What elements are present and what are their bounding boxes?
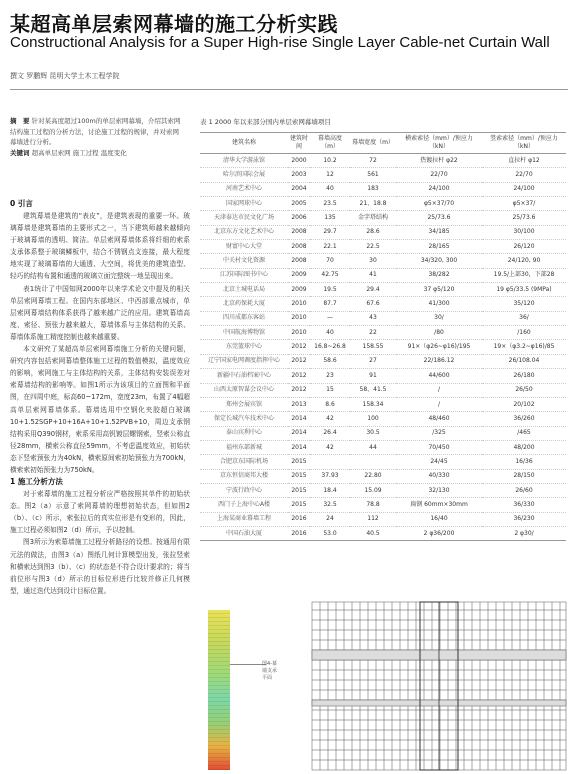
table-cell: 32/130 [396,483,482,497]
table-cell: 23.5 [310,197,350,211]
column-header: 幕墙宽度（m） [350,133,396,154]
paragraph: 建筑幕墙是建筑的“表皮”，是建筑表现的重要一环。玻璃幕墙是建筑幕墙的主要形式之一，当下建筑师越来越倾向于玻璃幕墙的透明、简洁。单层索网幕墙体系将纤细的索系支承体系整于玻璃鳞板中，结合不锈钢点支连接，最大程度地实现了玻璃幕墙的大通透、大空间，将优美的建筑造型、轻巧的结构布置和通透的玻璃立面完整统一地呈现出来。 [10,212,190,281]
paragraph: 图3所示为索幕墙施工过程分析路径的设想。按通用有限元法的做法，由图3（a）图纸几何计算模型出发，张拉竖索和横索达到图3（b）、（c）的状态是不符合设计要求的；将当前位形与图3（d）所示的目标位形进行比较并修正几何模型，通过迭代达到设计目标位置。 [10,538,190,595]
table-row [200,340,566,354]
table-cell: 158.34 [350,397,396,411]
table-cell: 28.6 [350,225,396,239]
table-cell: 25/73.6 [512,214,536,222]
table-row [200,498,566,512]
table-cell: /80 [434,328,444,336]
table-row [200,369,566,383]
table-cell: 72 [369,156,377,164]
project-name-cell: 宁波行政中心 [200,483,288,497]
table-cell: 37 φ5/120 [396,283,482,297]
project-name-cell: 郑州会展宾馆 [200,397,288,411]
paragraph: 表1统计了中国知网2000年以来学术论文中提及的相关单层索网幕墙工程。在国内东部地区、中西部重点城市，单层索网幕墙结构体系获得了越来越广泛的应用。建筑幕墙高度、索径、预张力越来越大，幕墙体系与主体结构的关系、幕墙体系施工精度控制也越来越重要。 [10,284,190,341]
table-cell: 10.2 [323,156,337,164]
table-cell: 2008 [288,254,310,268]
table-cell: 2014 [288,426,310,440]
table-cell: / [396,397,482,411]
keywords-label: 关键词 [10,148,30,157]
table-cell: 29.4 [350,283,396,297]
table-cell: 70/450 [428,443,450,451]
column-header: 幕墙高度（m） [310,133,350,154]
abstract-label: 摘 要 [10,117,30,125]
table-cell: 37.93 [321,472,339,480]
table-cell: 2009 [291,271,307,279]
table-header-row [200,133,566,154]
table-cell: 48/460 [428,414,450,422]
table-cell: 21、18.8 [350,197,396,211]
table-cell: 22.5 [366,242,380,250]
table-cell: 26/50 [515,386,533,394]
author-line: 撰文 罗鹏辉 昆明大学土木工程学院 [10,72,120,80]
table-cell: 24 [310,512,350,526]
table-row [200,168,566,182]
table-cell: 135 [324,214,336,222]
project-name-cell: 山西太原智谋会议中心 [213,386,274,394]
table-cell: 36/260 [513,414,535,422]
table-cell: 42.75 [321,271,339,279]
stress-contour-bar [208,610,230,770]
project-name-cell: 合肥京东国际机场 [200,455,288,469]
table-cell: 36/330 [513,500,535,508]
table-row [200,455,566,469]
table-cell: 22.1 [323,242,337,250]
project-name-cell: 上海某商业幕墙工程 [200,512,288,526]
table-cell: 8.6 [310,397,350,411]
table-cell: 40 [326,185,334,193]
table-cell: 36/ [482,311,566,325]
table-cell: 91×（φ26~φ16)/195 [396,340,482,354]
column-header: 建筑名称 [200,133,288,154]
table-cell: 2013 [288,397,310,411]
table-cell: 28/150 [513,472,535,480]
table-cell: 热镀拉杆 φ22 [420,156,458,164]
table-row [200,311,566,325]
table-cell: 19 φ5/33.5 (9MPa) [482,283,566,297]
table-cell: 41 [369,271,377,279]
table-cell: 70 [310,254,350,268]
table-cell: 22/70 [396,168,482,182]
table-cell: φ5×37/70 [396,197,482,211]
table-cell: 2012 [288,369,310,383]
table-row [200,240,566,254]
table-cell: 30 [350,254,396,268]
table-row [200,283,566,297]
table-row [200,483,566,497]
table-row [200,469,566,483]
table-row [200,225,566,239]
header-divider [10,89,568,90]
table-cell: 2012 [288,340,310,354]
keywords-text: 超高单层索网 施工过程 温度变化 [31,148,127,157]
table-cell: 2015 [288,483,310,497]
table-cell: /160 [517,328,531,336]
table-cell: 30.5 [350,426,396,440]
table-cell: 22/70 [482,168,566,182]
table-row [200,526,566,540]
project-name-cell: 京东恒信商邦大楼 [219,472,268,480]
column-header: 竖索索径（mm）/预应力（kN） [482,133,566,154]
table-cell: φ5×37/ [482,197,566,211]
table-cell: 15.09 [350,483,396,497]
table-cell: 36/230 [482,512,566,526]
table-cell: 34/185 [396,225,482,239]
section-heading-method: 1 施工分析方法 [10,477,63,487]
project-name-cell: 河南艺术中心 [225,185,262,193]
leader-line [230,664,266,665]
table-row [200,182,566,196]
table-cell: 2 φ30/ [514,529,534,537]
table-cell: 32.5 [323,500,337,508]
table-cell: 22 [369,328,377,336]
project-name-cell: 西门子上海中心A楼 [217,500,271,508]
table-cell: 2016 [291,529,307,537]
table-cell: 19.5/上部30，下部28 [493,271,555,279]
project-name-cell: 清华大学游泳馆 [222,156,265,164]
project-name-cell: 哈尔滨国际会展 [200,168,288,182]
project-table [200,132,566,541]
table-cell: 2015 [288,455,310,469]
table-cell: 2 φ36/200 [423,529,455,537]
table-row [200,326,566,340]
table-cell: 扁钢 60mm×30mm [410,500,468,508]
table-cell: 183 [367,185,379,193]
table-row [200,197,566,211]
table-cell: 112 [350,512,396,526]
table-row [200,268,566,282]
project-name-cell: 北京东方文化艺术中心 [200,225,288,239]
paragraph: 对于索幕墙的施工过程分析应严格按照其单件的初始状态。图2（a）示意了索网幕墙的理想初始状态，但如图2（b）、（c）所示，索张拉后的真实位形是有变形的，因此，施工过程必须如图2（d）所示，予以控制。 [10,490,190,535]
table-cell: 直拉杆 φ12 [508,156,540,164]
table-cell: 87.7 [323,300,337,308]
project-name-cell: 保定长城汽车技术中心 [213,414,274,422]
project-name-cell: 北京药保耗大厦 [222,300,265,308]
table-row [200,383,566,397]
table-cell: 40.5 [366,529,380,537]
table-cell: 30/ [396,311,482,325]
table-row [200,412,566,426]
table-cell: / [437,386,441,394]
table-cell: /325 [396,426,482,440]
table-row [200,426,566,440]
project-name-cell: 东莞篮球中心 [200,340,288,354]
table-cell: 15 [326,386,334,394]
table-cell: 16/36 [482,455,566,469]
table-cell: 27 [369,357,377,365]
figure-elevation-color-map [200,600,280,772]
table-cell: 58.6 [323,357,337,365]
table-cell: 16.8~26.8 [310,340,350,354]
table-row [200,154,566,168]
table-cell: 2014 [291,443,307,451]
table-cell: 34/320, 300 [396,254,482,268]
table-cell: 19.5 [310,283,350,297]
table-cell: 44/600 [396,369,482,383]
paragraph: 本文研究了某超高单层索网幕墙施工分析的关键问题，研究内容包括索网幕墙整体施工过程的数值模拟，温度效应的影响，索网施工与主体结构的关系，主体结构安装误差对索幕墙结构的影响等。如图1所示为该项目的立面图和平面图，在四周中庭，标高60~172m，宽度23m，布置了4幅超高单层索网幕墙体系。幕墙选用中空钢化夹胶超白玻璃10+1.52SGP+10+16A+10+1.52PVB+10，周边支承钢结构采用Q390钢材，索系采用高钒镀层螺钢索，竖索公称直径28mm，横索公称直径59mm，不考虑温度效应，初始状态下竖索预张力为40kN，横索原间索初始预张力为700kN，横索索初始预张力为750kN。 [10,345,190,474]
project-name-cell: 财富中心大堂 [225,242,262,250]
table-cell: 2010 [291,328,307,336]
table-cell: 26.4 [310,426,350,440]
project-name-cell: 福州东部新城 [225,443,262,451]
table-cell: 41/300 [428,300,450,308]
table-cell [350,455,396,469]
table-cell: 2010 [291,300,307,308]
table-cell: 12 [310,168,350,182]
table-cell: 24/100 [513,185,535,193]
table-cell: 38/282 [428,271,450,279]
table-row [200,297,566,311]
table-cell: — [310,311,350,325]
table-cell: 2003 [288,168,310,182]
table-cell: 2010 [288,311,310,325]
table-cell: 40 [326,328,334,336]
table-cell: 2004 [291,185,307,193]
table-cell: 18.4 [310,483,350,497]
table-cell: 28/165 [428,242,450,250]
table-row [200,354,566,368]
table-cell: 19×（φ3.2~φ16)/85 [482,340,566,354]
table-row [200,440,566,454]
table-cell: 22.80 [364,472,382,480]
project-name-cell: 中国石油大厦 [225,529,262,537]
project-name-cell: 辽宁国家电网调度指挥中心 [207,357,280,365]
table-cell: 2008 [288,225,310,239]
table-cell: 78.8 [366,500,380,508]
table-cell: 2016 [288,512,310,526]
table-cell: 16/40 [396,512,482,526]
table-cell: 29.7 [310,225,350,239]
figure-elevation-drawing [310,600,568,772]
table-cell: 67.6 [366,300,380,308]
table-cell: 40/330 [428,472,450,480]
table-cell: 24/45 [396,455,482,469]
table-cell: 2000 [291,156,307,164]
table-cell: 2006 [291,214,307,222]
table-cell: 24/100 [428,185,450,193]
figure-marker-label: 图4-幕墙支承平面 [262,661,278,681]
column-header: 建筑时间 [288,133,310,154]
table-cell: 2015 [291,472,307,480]
project-name-cell: 中关村文化资源 [200,254,288,268]
section-heading-intro: 0 引言 [10,199,33,208]
project-name-cell: 国家网球中心 [200,197,288,211]
column-header: 横索索径（mm）/预应力（kN） [396,133,482,154]
table-cell: 42 [326,414,334,422]
table-cell: 24/120, 90 [482,254,566,268]
table-cell: 561 [350,168,396,182]
project-name-cell: 天津泰达市民文化广场 [213,214,274,222]
table-row [200,397,566,411]
table-cell: 2012 [291,357,307,365]
table-cell: 30/100 [482,225,566,239]
table-cell [310,455,350,469]
project-name-cell: 中国航海博物馆 [222,328,265,336]
abstract-block [10,116,182,158]
table-cell: 100 [367,414,379,422]
table-cell: /465 [482,426,566,440]
project-name-cell: 江苏国际图书中心 [219,271,268,279]
project-name-cell: 北京土城电话局 [200,283,288,297]
table-row [200,211,566,225]
table-caption: 表 1 2000 年以来部分国内单层索网幕墙项目 [200,118,331,126]
table-cell: 2005 [288,197,310,211]
table-cell: 158.55 [350,340,396,354]
table-cell: 35/120 [513,300,535,308]
project-name-cell: 泰山宾利中心 [200,426,288,440]
table-cell: 2015 [291,500,307,508]
table-cell: 23 [310,369,350,383]
table-cell: 48/200 [513,443,535,451]
table-cell: 26/180 [482,369,566,383]
article-title-english: Constructional Analysis for a Super High-rise Single Layer Cable-net Curtain Wall [10,34,550,51]
table-cell: 26/60 [482,483,566,497]
table-cell: 26/120 [513,242,535,250]
body-text-column [10,198,190,597]
table-cell: 91 [350,369,396,383]
abstract-text: 针对某高度超过100m的单层索网幕墙，介绍其索网结构施工过程的分析方法，讨论施工过程的规律，并对索网幕墙进行分析。 [10,117,181,146]
table-cell: 2009 [288,283,310,297]
article-title: 某超高单层索网幕墙的施工分析实践 [10,12,338,36]
table-row [200,254,566,268]
table-cell: 2012 [291,386,307,394]
table-cell: 2008 [291,242,307,250]
table-cell: 26/108.04 [508,357,540,365]
table-cell: 20/102 [482,397,566,411]
table-cell: 22/186.12 [423,357,455,365]
table-cell: 25/73.6 [427,214,451,222]
project-name-cell: 新疆中石油档案中心 [200,369,288,383]
table-cell: 53.0 [323,529,337,537]
table-row [200,512,566,526]
table-cell: 58、41.5 [359,386,387,394]
project-name-cell: 四川成都东客站 [200,311,288,325]
table-cell: 金字塔结构 [357,214,388,222]
table-cell: 2014 [291,414,307,422]
table-cell: 43 [350,311,396,325]
table-cell: 44 [369,443,377,451]
table-cell: 42 [326,443,334,451]
